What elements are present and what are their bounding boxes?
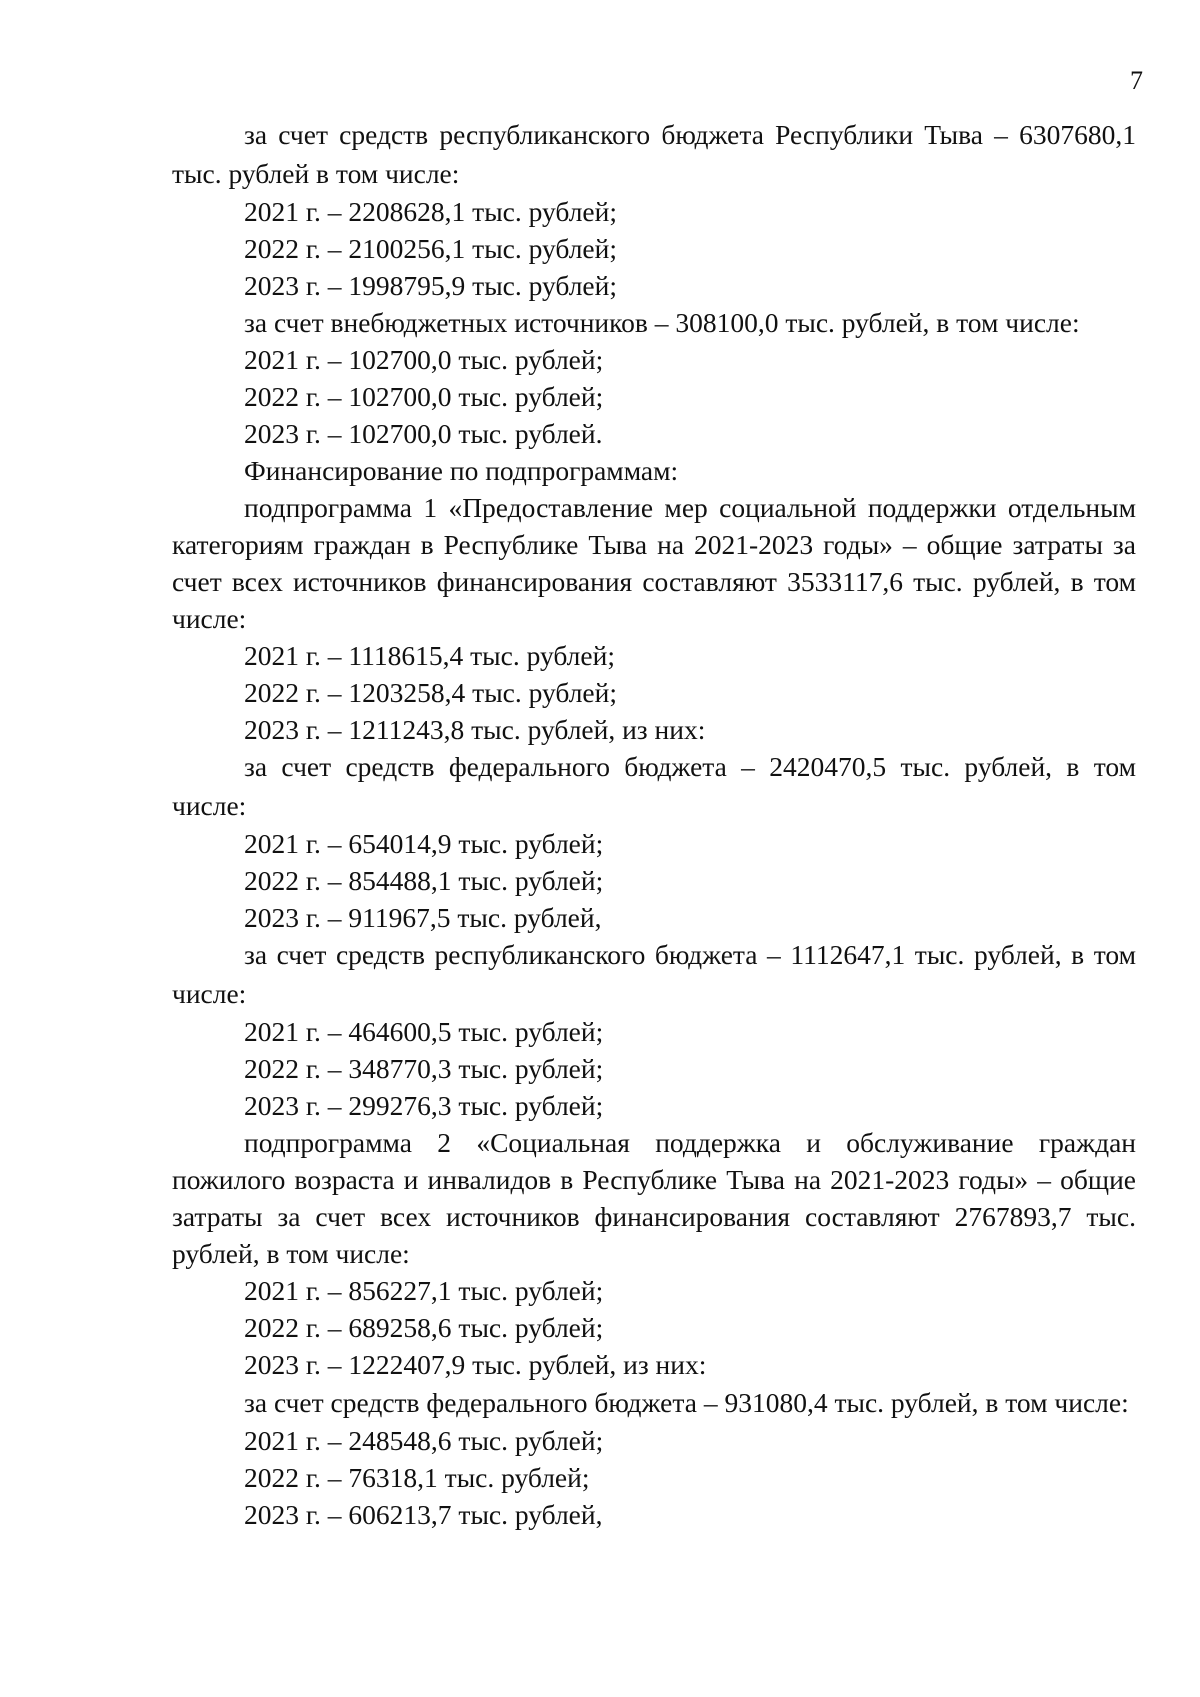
paragraph: за счет средств республиканского бюджета Республики Тыва – 6307680,1 тыс. рублей в том числе:	[172, 119, 1136, 189]
paragraph: подпрограмма 1 «Предоставление мер социальной поддержки отдельным категориям граждан в Республике Тыва на 2021-2023 годы» – общие затраты за счет всех источников финансирования составляют 3533117,6 тыс. рублей, в том числе:	[172, 492, 1136, 634]
paragraph: 2021 г. – 2208628,1 тыс. рублей;	[244, 196, 617, 227]
paragraph: 2021 г. – 654014,9 тыс. рублей;	[244, 828, 604, 859]
paragraph: 2023 г. – 1211243,8 тыс. рублей, из них:	[244, 714, 706, 745]
paragraph: 2021 г. – 856227,1 тыс. рублей;	[244, 1275, 604, 1306]
paragraph: 2022 г. – 348770,3 тыс. рублей;	[244, 1053, 604, 1084]
paragraph: 2021 г. – 248548,6 тыс. рублей;	[244, 1425, 604, 1456]
paragraph: 2022 г. – 76318,1 тыс. рублей;	[244, 1462, 590, 1493]
paragraph: 2022 г. – 102700,0 тыс. рублей;	[244, 381, 604, 412]
paragraph: 2023 г. – 299276,3 тыс. рублей;	[244, 1090, 604, 1121]
paragraph: за счет внебюджетных источников – 308100,0 тыс. рублей, в том числе:	[244, 307, 1080, 338]
paragraph: за счет средств республиканского бюджета – 1112647,1 тыс. рублей, в том числе:	[172, 939, 1136, 1009]
paragraph: 2023 г. – 1998795,9 тыс. рублей;	[244, 270, 617, 301]
paragraph: 2022 г. – 1203258,4 тыс. рублей;	[244, 677, 617, 708]
paragraph: 2022 г. – 689258,6 тыс. рублей;	[244, 1312, 604, 1343]
page-number: 7	[1130, 66, 1143, 95]
paragraph: 2022 г. – 854488,1 тыс. рублей;	[244, 865, 604, 896]
paragraph: за счет средств федерального бюджета – 2420470,5 тыс. рублей, в том числе:	[172, 751, 1136, 821]
paragraph: 2021 г. – 1118615,4 тыс. рублей;	[244, 640, 615, 671]
paragraph: подпрограмма 2 «Социальная поддержка и обслуживание граждан пожилого возраста и инвалидов в Республике Тыва на 2021-2023 годы» – общие затраты за счет всех источников финансирования составляют 2767893,7 тыс. рублей, в том числе:	[172, 1127, 1136, 1269]
paragraph: 2023 г. – 102700,0 тыс. рублей.	[244, 418, 603, 449]
paragraph: Финансирование по подпрограммам:	[244, 455, 679, 486]
paragraph: 2023 г. – 606213,7 тыс. рублей,	[244, 1499, 603, 1530]
paragraph: 2021 г. – 102700,0 тыс. рублей;	[244, 344, 604, 375]
paragraph: 2023 г. – 911967,5 тыс. рублей,	[244, 902, 602, 933]
paragraph: 2021 г. – 464600,5 тыс. рублей;	[244, 1016, 604, 1047]
paragraph: 2023 г. – 1222407,9 тыс. рублей, из них:	[244, 1349, 707, 1380]
paragraph: за счет средств федерального бюджета – 931080,4 тыс. рублей, в том числе:	[244, 1387, 1129, 1418]
paragraph: 2022 г. – 2100256,1 тыс. рублей;	[244, 233, 617, 264]
document-body	[172, 116, 1136, 1533]
